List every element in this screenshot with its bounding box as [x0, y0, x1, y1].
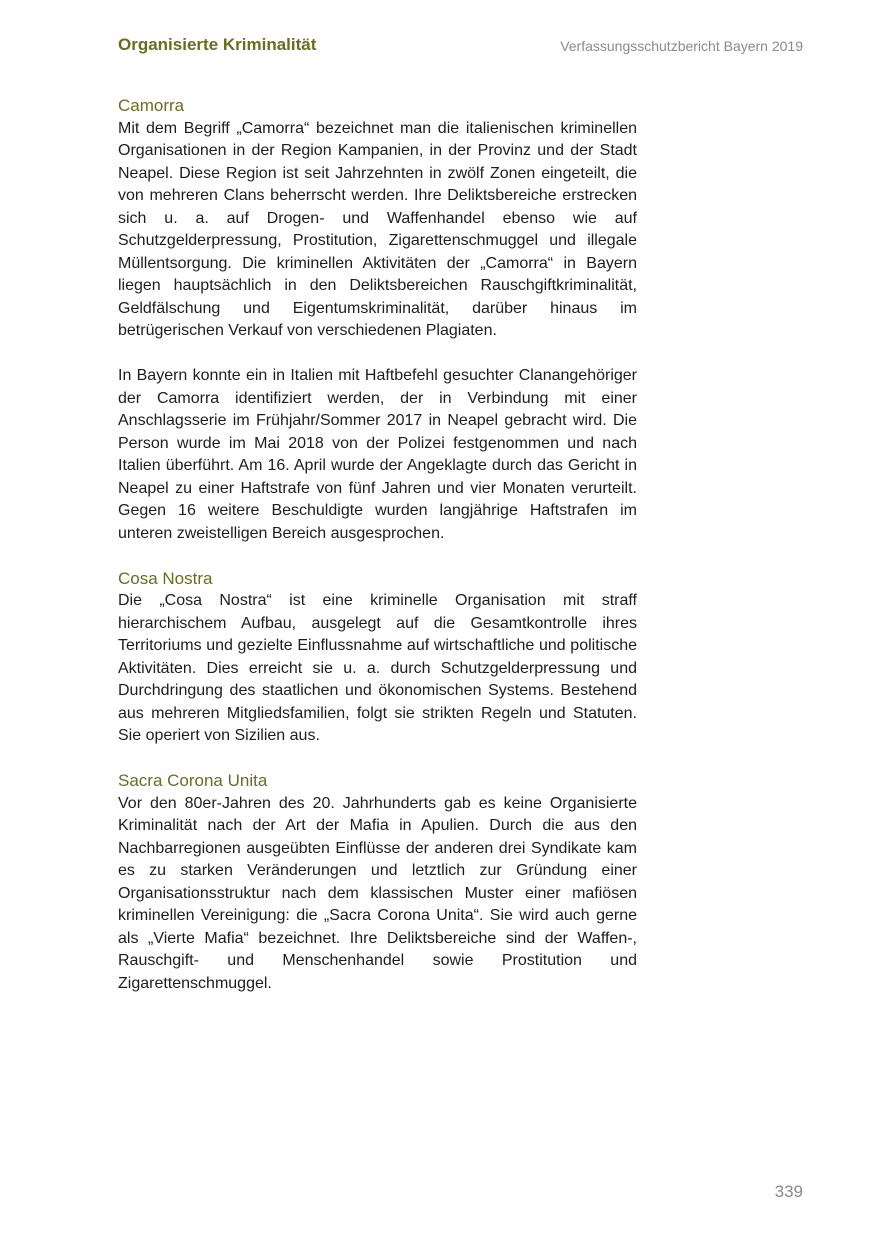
page-number: 339 [774, 1182, 803, 1201]
section-spacer [118, 748, 637, 771]
section-heading: Camorra [118, 96, 185, 115]
section-heading: Sacra Corona Unita [118, 771, 268, 790]
section-cosa-nostra [118, 568, 637, 748]
section-camorra [118, 95, 637, 545]
section-heading: Cosa Nostra [118, 568, 213, 588]
main-content [118, 95, 637, 995]
paragraph: Die „Cosa Nostra“ ist eine kriminelle Organisation mit straff hierarchischem Aufbau, ausgelegt auf die Gesamtkontrolle ihres Territoriums und gezielte Einflussnahme auf wirtschaftliche und politische Aktivitäten. Dies erreicht sie u. a. durch Schutzgelderpressung und Durchdringung des staatlichen und ökonomischen Systems. Bestehend aus mehreren Mitgliedsfamilien, folgt sie strikten Regeln und Statuten. Sie operiert von Sizilien aus. [118, 592, 637, 744]
paragraph: In Bayern konnte ein in Italien mit Haftbefehl gesuchter Clanangehöriger der Camorra identifiziert werden, der in Verbindung mit einer Anschlagsserie im Frühjahr/Sommer 2017 in Neapel gebracht wird. Die Person wurde im Mai 2018 von der Polizei festgenommen und nach Italien überführt. Am 16. April wurde der Angeklagte durch das Gericht in Neapel zu einer Haftstrafe von fünf Jahren und vier Monaten verurteilt. Gegen 16 weitere Beschuldigte wurden langjährige Haftstrafen im unteren zweistelligen Bereich ausgesprochen. [118, 367, 637, 542]
paragraph-spacer [118, 343, 637, 366]
chapter-title: Organisierte Kriminalität [118, 35, 317, 54]
report-title: Verfassungsschutzbericht Bayern 2019 [560, 38, 803, 54]
paragraph: Mit dem Begriff „Camorra“ bezeichnet man die italienischen kriminellen Organisationen in der Region Kampanien, in der Provinz und der Stadt Neapel. Diese Region ist seit Jahrzehnten in zwölf Zonen eingeteilt, die von mehreren Clans beherrscht werden. Ihre Deliktsbereiche erstrecken sich u. a. auf Drogen- und Waffenhandel ebenso wie auf Schutzgelderpressung, Prostitution, Zigarettenschmuggel und illegale Müllentsorgung. Die kriminellen Aktivitäten der „Camorra“ in Bayern liegen hauptsächlich in den Deliktsbereichen Rauschgiftkriminalität, Geldfälschung und Eigentumskriminalität, darüber hinaus im betrügerischen Verkauf von verschiedenen Plagiaten. [118, 119, 637, 339]
section-spacer [118, 545, 637, 568]
section-sacra-corona-unita [118, 770, 637, 995]
paragraph: Vor den 80er-Jahren des 20. Jahrhunderts gab es keine Organisierte Kriminalität nach der Art der Mafia in Apulien. Durch die aus den Nachbarregionen ausgeübten Einflüsse der anderen drei Syndikate kam es zu starken Veränderungen und letztlich zur Gründung einer Organisationsstruktur nach dem klassischen Muster einer mafiösen kriminellen Vereinigung: die „Sacra Corona Unita“. Sie wird auch gerne als „Vierte Mafia“ bezeichnet. Ihre Deliktsbereiche sind der Waffen-, Rauschgift- und Menschenhandel sowie Prostitution und Zigarettenschmuggel. [118, 794, 637, 992]
